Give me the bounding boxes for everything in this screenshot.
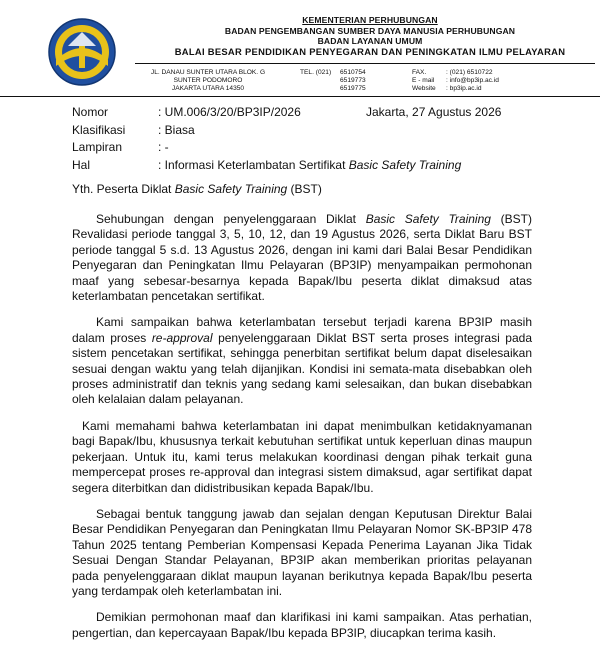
fax-value: : (021) 6510722: [446, 69, 493, 76]
ministry-emblem-icon: [46, 16, 118, 88]
hal-italic: Basic Safety Training: [348, 157, 462, 172]
org-line-2: BADAN PENGEMBANGAN SUMBER DAYA MANUSIA PERHUBUNGAN: [224, 25, 516, 36]
letterhead-bottom-divider: [0, 96, 600, 97]
recipient-prefix: Yth. Peserta Diklat: [72, 182, 175, 196]
organization-header: [150, 15, 590, 57]
recipient-line: [72, 181, 322, 198]
tel-numbers: [340, 69, 366, 94]
klasifikasi-value: : Biasa: [158, 122, 195, 137]
hal-prefix: : Informasi Keterlambatan Sertifikat: [158, 157, 349, 172]
p2-text-a: Kami sampaikan bahwa keterlambatan tersebut terjadi karena BP3IP masih dalam proses: [72, 315, 532, 345]
paragraph-1: [72, 212, 532, 304]
email-label: E - mail: [412, 77, 435, 85]
klasifikasi-label: Klasifikasi: [72, 122, 126, 137]
address-line: SUNTER PODOMORO: [173, 77, 243, 85]
tel-number: 6519775: [340, 85, 366, 93]
p1-text-a: Sehubungan dengan penyelenggaraan Diklat: [96, 212, 366, 226]
email-value[interactable]: : info@bp3ip.ac.id: [446, 77, 499, 85]
recipient-suffix: (BST): [287, 182, 322, 196]
paragraph-2: [72, 315, 532, 407]
org-line-4: BALAI BESAR PENDIDIKAN PENYEGARAN DAN PENINGKATAN ILMU PELAYARAN: [174, 45, 566, 57]
p1-italic: Basic Safety Training: [365, 212, 491, 226]
tel-number: 6510754: [340, 69, 366, 76]
org-line-3: BADAN LAYANAN UMUM: [317, 36, 423, 47]
nomor-value: : UM.006/3/20/BP3IP/2026: [158, 105, 301, 119]
paragraph-4: Sebagai bentuk tanggung jawab dan sejalan dengan Keputusan Direktur Balai Besar Pendidikan Penyegaran dan Peningkatan Ilmu Pelayaran Nomor SK-BP3IP 478 Tahun 2025 tentang Pemberian Kompensasi Kepada Penerima Layanan Jika Tidak Sesuai Dengan Standar Pelayanan, BP3IP akan memberikan prioritas pelayanan pada penyelenggaraan diklat maupun layanan berikutnya kepada Bapak/Ibu peserta yang terdampak oleh keterlambatan ini.: [72, 506, 532, 598]
paragraph-3: Kami memahami bahwa keterlambatan ini dapat menimbulkan ketidaknyamanan bagi Bapak/Ibu, khususnya terkait kebutuhan sertifikat untuk keperluan dinas maupun pekerjaan. Untuk itu, kami terus melakukan koordinasi dengan pihak terkait guna mempercepat proses re-approval dan integrasi sistem dimaksud, agar sertifikat dapat segera diterbitkan dan didistribusikan kepada Bapak/Ibu.: [72, 418, 532, 495]
address-block: [128, 69, 288, 94]
address-line: JAKARTA UTARA 14350: [171, 85, 245, 93]
hal-value: [158, 157, 461, 175]
p1-text-b: (BST) Revalidasi periode tanggal 3, 5, 10, 12, dan 19 Agustus 2026, serta Diklat Baru BST periode tanggal 5 s.d. 13 Agustus 2026, dengan ini kami dari Balai Besar Pendidikan Penyegaran dan Peningkatan Ilmu Pelayaran (BP3IP) menyampaikan permohonan maaf yang sebesar-besarnya kepada Bapak/Ibu peserta diklat dimaksud atas keterlambatan pencetakan sertifikat.: [72, 212, 532, 304]
website-label: Website: [412, 85, 436, 93]
header-divider: [135, 63, 595, 64]
address-line: JL. DANAU SUNTER UTARA BLOK. G: [150, 69, 266, 76]
website-value[interactable]: : bp3ip.ac.id: [446, 85, 482, 93]
letter-body: [72, 212, 532, 652]
tel-number: 6519773: [340, 77, 366, 85]
recipient-italic: Basic Safety Training: [174, 182, 288, 196]
fax-label: FAX.: [412, 69, 427, 76]
p2-text-b: penyelenggaraan Diklat BST serta proses integrasi pada sistem pencetakan sertifikat, sehingga penerbitan sertifikat belum dapat diselesaikan sesuai dengan waktu yang telah dijanjikan. Kondisi ini semata-mata disebabkan oleh proses administratif dan teknis yang sedang kami selesaikan, dan bukan disebabkan oleh kelalaian dalam pelayanan.: [72, 330, 532, 407]
paragraph-5: Demikian permohonan maaf dan klarifikasi ini kami sampaikan. Atas perhatian, pengertian, dan kepercayaan Bapak/Ibu kepada BP3IP, diucapkan terima kasih.: [72, 610, 532, 640]
letter-date: Jakarta, 27 Agustus 2026: [366, 105, 502, 119]
hal-label: Hal: [72, 157, 91, 172]
lampiran-label: Lampiran: [72, 140, 123, 154]
lampiran-value: : -: [158, 140, 169, 154]
nomor-label: Nomor: [72, 105, 109, 119]
org-line-1: KEMENTERIAN PERHUBUNGAN: [302, 15, 438, 25]
contact-block: [412, 69, 499, 94]
tel-label: TEL. (021): [300, 69, 332, 76]
p2-italic: re-approval: [151, 330, 213, 345]
